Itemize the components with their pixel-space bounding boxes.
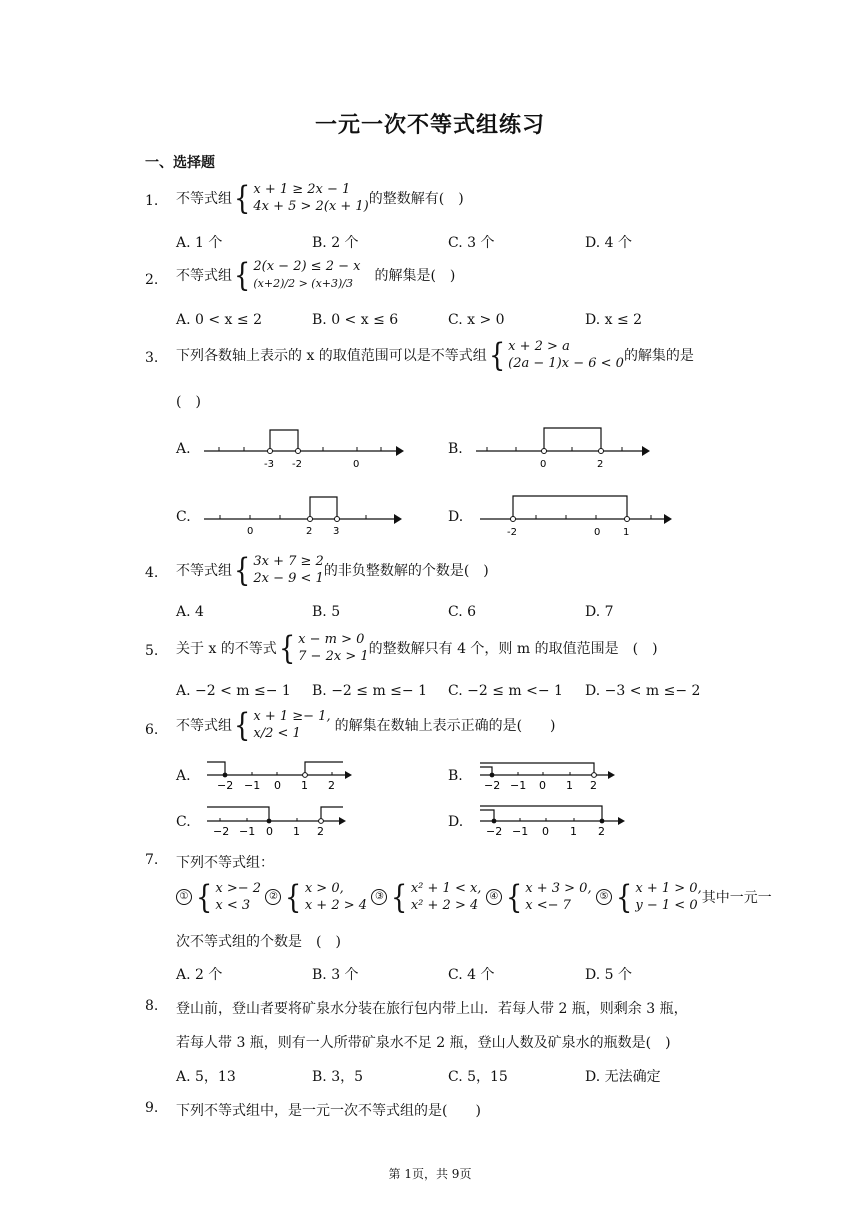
inequality-system: { x + 1 ≥− 1, x/2 < 1 — [234, 706, 331, 744]
tick-label: -3 — [264, 459, 274, 470]
tick-label: 2 — [598, 825, 605, 838]
q4-option-b: B. 5 — [312, 604, 341, 620]
tick-label: 2 — [306, 526, 313, 537]
question-3-number: 3. — [145, 350, 159, 366]
tick-label: 2 — [597, 459, 604, 470]
question-2-text: 不等式组 { 2(x − 2) ≤ 2 − x (x+2)/2 > (x+3)/3 的解集是( ) — [176, 256, 456, 294]
q7-option-c: C. 4 个 — [448, 967, 495, 983]
q3-number-line-d — [476, 488, 686, 543]
tick-label: −2 — [217, 779, 234, 792]
question-3-continuation: ( ) — [176, 394, 201, 410]
question-4-number: 4. — [145, 565, 159, 581]
tick-label: 1 — [623, 527, 630, 538]
q5-option-a: A. −2 < m ≤− 1 — [176, 683, 291, 699]
tick-label: −1 — [239, 825, 256, 838]
question-7-continuation: 次不等式组的个数是 ( ) — [176, 934, 341, 950]
tick-label: 0 — [266, 825, 273, 838]
question-5-number: 5. — [145, 643, 159, 659]
q5-option-d: D. −3 < m ≤− 2 — [585, 683, 701, 699]
tick-label: 0 — [353, 459, 360, 470]
q6-number-line-a — [205, 756, 365, 796]
q4-option-a: A. 4 — [176, 604, 204, 620]
question-1-text: 不等式组 { x + 1 ≥ 2x − 1 4x + 5 > 2(x + 1) 的整数解有( ) — [176, 179, 464, 217]
q6-label-c: C. — [176, 814, 191, 830]
q7-option-b: B. 3 个 — [312, 967, 359, 983]
q5-option-b: B. −2 ≤ m ≤− 1 — [312, 683, 428, 699]
tick-label: 2 — [328, 779, 335, 792]
q3-number-line-a — [200, 420, 410, 475]
question-8-line-1: 登山前，登山者要将矿泉水分装在旅行包内带上山．若每人带 2 瓶，则剩余 3 瓶， — [176, 1001, 688, 1017]
question-3-text: 下列各数轴上表示的 x 的取值范围可以是不等式组 { x + 2 > a (2a − 1)x − 6 < 0 的解集的是 — [176, 336, 694, 374]
question-2-number: 2. — [145, 272, 159, 288]
question-5-text: 关于 x 的不等式 { x − m > 0 7 − 2x > 1 的整数解只有 4 个，则 m 的取值范围是 ( ) — [176, 629, 658, 667]
question-6-number: 6. — [145, 722, 159, 738]
tick-label: 0 — [247, 526, 254, 537]
page-footer: 第 1页，共 9页 — [388, 1167, 472, 1181]
q6-number-line-c — [205, 802, 365, 842]
q6-label-a: A. — [176, 768, 191, 784]
page-title: 一元一次不等式组练习 — [314, 112, 545, 138]
q3-label-b: B. — [448, 441, 463, 457]
tick-label: 0 — [274, 779, 281, 792]
q7-option-a: A. 2 个 — [176, 967, 223, 983]
q3-label-a: A. — [176, 441, 191, 457]
q1-option-a: A. 1 个 — [176, 235, 223, 251]
q1-option-c: C. 3 个 — [448, 235, 495, 251]
q5-option-c: C. −2 ≤ m <− 1 — [448, 683, 563, 699]
question-7-systems: ① { x >− 2 x < 3 ② { x > 0, x + 2 > 4 ③ { x² + 1 < x, x² + 2 > 4 ④ { x + 3 > 0, x <− 7 ⑤ { x + 1 > 0, y − 1 < 0 其中一元一 — [176, 880, 772, 914]
q6-label-d: D. — [448, 814, 464, 830]
inequality-system: { 3x + 7 ≥ 2 2x − 9 < 1 — [234, 551, 324, 589]
q6-label-b: B. — [448, 768, 463, 784]
q1-option-d: D. 4 个 — [585, 235, 632, 251]
question-1-number: 1. — [145, 193, 159, 209]
tick-label: −2 — [486, 825, 503, 838]
q2-option-b: B. 0 < x ≤ 6 — [312, 312, 399, 328]
section-heading: 一、选择题 — [145, 155, 215, 171]
q8-option-b: B. 3，5 — [312, 1069, 364, 1085]
tick-label: 0 — [594, 527, 601, 538]
tick-label: −2 — [484, 779, 501, 792]
tick-label: −2 — [213, 825, 230, 838]
tick-label: 0 — [539, 779, 546, 792]
tick-label: 1 — [301, 779, 308, 792]
q8-option-a: A. 5，13 — [176, 1069, 236, 1085]
tick-label: 1 — [570, 825, 577, 838]
question-7-text: 下列不等式组： — [176, 855, 274, 871]
inequality-system: { x − m > 0 7 − 2x > 1 — [278, 629, 369, 667]
question-4-text: 不等式组 { 3x + 7 ≥ 2 2x − 9 < 1 的非负整数解的个数是( ) — [176, 551, 489, 589]
question-9-text: 下列不等式组中，是一元一次不等式组的是( ) — [176, 1103, 481, 1119]
q2-option-a: A. 0 < x ≤ 2 — [176, 312, 262, 328]
inequality-system: { x + 2 > a (2a − 1)x − 6 < 0 — [488, 336, 624, 374]
q3-number-line-b — [472, 420, 682, 475]
q3-label-c: C. — [176, 509, 191, 525]
question-6-text: 不等式组 { x + 1 ≥− 1, x/2 < 1 的解集在数轴上表示正确的是( ) — [176, 706, 556, 744]
tick-label: 0 — [540, 459, 547, 470]
q6-number-line-b — [478, 756, 638, 796]
q3-label-d: D. — [448, 509, 464, 525]
q7-option-d: D. 5 个 — [585, 967, 632, 983]
q8-option-c: C. 5，15 — [448, 1069, 508, 1085]
q4-option-c: C. 6 — [448, 604, 477, 620]
q3-number-line-c — [200, 488, 410, 543]
question-9-number: 9. — [145, 1100, 159, 1116]
tick-label: 0 — [542, 825, 549, 838]
q8-option-d: D. 无法确定 — [585, 1069, 661, 1085]
q4-option-d: D. 7 — [585, 604, 614, 620]
q2-option-c: C. x > 0 — [448, 312, 505, 328]
tick-label: -2 — [292, 459, 302, 470]
tick-label: 1 — [293, 825, 300, 838]
tick-label: −1 — [512, 825, 529, 838]
q1-option-b: B. 2 个 — [312, 235, 359, 251]
tick-label: 2 — [317, 825, 324, 838]
tick-label: −1 — [510, 779, 527, 792]
tick-label: 2 — [590, 779, 597, 792]
q6-number-line-d — [478, 802, 638, 842]
tick-label: -2 — [507, 527, 517, 538]
question-8-line-2: 若每人带 3 瓶，则有一人所带矿泉水不足 2 瓶，登山人数及矿泉水的瓶数是( ) — [176, 1035, 671, 1051]
inequality-system: { x + 1 ≥ 2x − 1 4x + 5 > 2(x + 1) — [234, 179, 369, 217]
tick-label: −1 — [244, 779, 261, 792]
q2-option-d: D. x ≤ 2 — [585, 312, 643, 328]
question-8-number: 8. — [145, 998, 159, 1014]
inequality-system: { 2(x − 2) ≤ 2 − x (x+2)/2 > (x+3)/3 — [234, 256, 361, 294]
question-7-number: 7. — [145, 852, 159, 868]
tick-label: 3 — [333, 526, 340, 537]
tick-label: 1 — [566, 779, 573, 792]
